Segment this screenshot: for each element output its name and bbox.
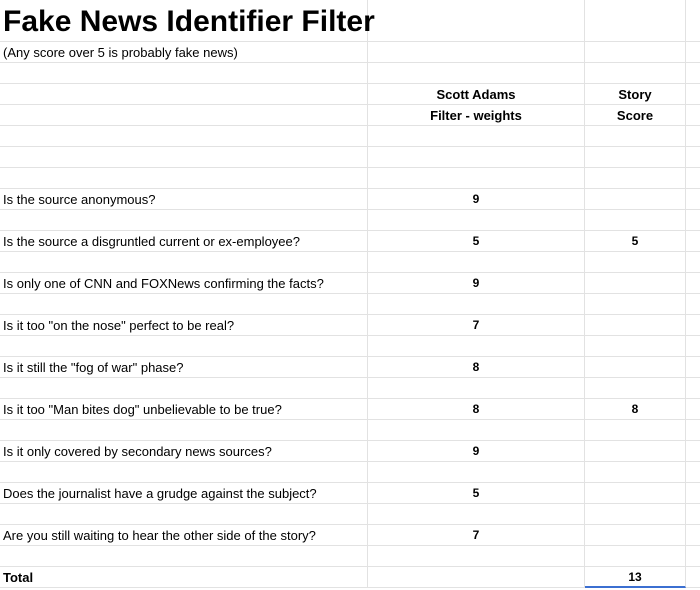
empty-cell[interactable] bbox=[686, 441, 700, 461]
weight-cell[interactable] bbox=[368, 483, 585, 503]
weight-value: 7 bbox=[472, 528, 480, 542]
question-row bbox=[0, 189, 700, 210]
empty-cell[interactable] bbox=[368, 252, 585, 272]
row-title bbox=[0, 0, 700, 42]
empty-cell[interactable] bbox=[0, 336, 368, 356]
empty-cell[interactable] bbox=[368, 63, 585, 83]
question-cell[interactable] bbox=[0, 315, 368, 335]
empty-cell[interactable] bbox=[686, 189, 700, 209]
cell-d1[interactable] bbox=[686, 0, 700, 41]
header-score-line1: Story bbox=[618, 86, 652, 102]
row-empty bbox=[0, 546, 700, 567]
sheet-note: (Any score over 5 is probably fake news) bbox=[3, 44, 238, 60]
score-cell[interactable] bbox=[585, 315, 686, 335]
question-cell[interactable] bbox=[0, 441, 368, 461]
empty-cell[interactable] bbox=[686, 483, 700, 503]
empty-cell[interactable] bbox=[585, 210, 686, 230]
score-cell[interactable] bbox=[585, 189, 686, 209]
header-weights-line1: Scott Adams bbox=[436, 86, 516, 102]
empty-cell[interactable] bbox=[585, 252, 686, 272]
sheet-title: Fake News Identifier Filter bbox=[3, 4, 375, 38]
question-row bbox=[0, 231, 700, 252]
weight-value: 8 bbox=[472, 360, 480, 374]
empty-cell[interactable] bbox=[686, 168, 700, 188]
weight-value: 9 bbox=[472, 276, 480, 290]
question-text: Is only one of CNN and FOXNews confirming the facts? bbox=[3, 275, 324, 291]
question-row bbox=[0, 525, 700, 546]
total-value-cell[interactable] bbox=[585, 567, 686, 588]
empty-cell[interactable] bbox=[368, 210, 585, 230]
empty-cell[interactable] bbox=[686, 273, 700, 293]
question-cell[interactable] bbox=[0, 231, 368, 251]
cell-d2[interactable] bbox=[686, 42, 700, 62]
question-text: Is it still the "fog of war" phase? bbox=[3, 359, 184, 375]
empty-cell[interactable] bbox=[368, 126, 585, 146]
question-cell[interactable] bbox=[0, 357, 368, 377]
question-text: Is it only covered by secondary news sources? bbox=[3, 443, 272, 459]
empty-cell[interactable] bbox=[686, 147, 700, 167]
empty-cell[interactable] bbox=[686, 210, 700, 230]
score-cell[interactable] bbox=[585, 441, 686, 461]
empty-cell[interactable] bbox=[686, 84, 700, 104]
empty-cell[interactable] bbox=[0, 462, 368, 482]
header-weights-cell[interactable] bbox=[368, 84, 585, 104]
question-row bbox=[0, 441, 700, 462]
weight-value: 5 bbox=[472, 486, 480, 500]
row-empty bbox=[0, 462, 700, 483]
empty-cell[interactable] bbox=[585, 462, 686, 482]
weight-value: 7 bbox=[472, 318, 480, 332]
question-text: Does the journalist have a grudge against the subject? bbox=[3, 485, 317, 501]
question-cell[interactable] bbox=[0, 399, 368, 419]
empty-cell[interactable] bbox=[686, 231, 700, 251]
empty-cell[interactable] bbox=[585, 126, 686, 146]
empty-cell[interactable] bbox=[0, 252, 368, 272]
row-empty bbox=[0, 147, 700, 168]
row-empty bbox=[0, 378, 700, 399]
question-row bbox=[0, 399, 700, 420]
header-weights-line2: Filter - weights bbox=[430, 107, 522, 123]
header-weights-cell[interactable] bbox=[368, 105, 585, 125]
question-row bbox=[0, 273, 700, 294]
score-cell[interactable] bbox=[585, 399, 686, 419]
empty-cell[interactable] bbox=[0, 84, 368, 104]
empty-cell[interactable] bbox=[686, 525, 700, 545]
weight-cell[interactable] bbox=[368, 315, 585, 335]
total-label-cell[interactable] bbox=[0, 567, 368, 587]
empty-cell[interactable] bbox=[0, 546, 368, 566]
empty-cell[interactable] bbox=[686, 336, 700, 356]
empty-cell[interactable] bbox=[585, 63, 686, 83]
empty-cell[interactable] bbox=[585, 378, 686, 398]
empty-cell[interactable] bbox=[368, 462, 585, 482]
empty-cell[interactable] bbox=[368, 378, 585, 398]
empty-cell[interactable] bbox=[686, 504, 700, 524]
cell-c2[interactable] bbox=[585, 42, 686, 62]
weight-value: 5 bbox=[472, 234, 480, 248]
empty-cell[interactable] bbox=[585, 504, 686, 524]
empty-cell[interactable] bbox=[686, 399, 700, 419]
empty-cell[interactable] bbox=[368, 168, 585, 188]
weight-cell[interactable] bbox=[368, 189, 585, 209]
empty-cell[interactable] bbox=[585, 168, 686, 188]
empty-cell[interactable] bbox=[0, 504, 368, 524]
empty-cell[interactable] bbox=[686, 462, 700, 482]
empty-cell[interactable] bbox=[368, 504, 585, 524]
empty-cell[interactable] bbox=[585, 336, 686, 356]
question-cell[interactable] bbox=[0, 483, 368, 503]
weight-value: 9 bbox=[472, 444, 480, 458]
empty-cell[interactable] bbox=[368, 546, 585, 566]
empty-cell[interactable] bbox=[0, 126, 368, 146]
question-text: Is it too "on the nose" perfect to be real? bbox=[3, 317, 235, 333]
row-empty bbox=[0, 210, 700, 231]
row-empty bbox=[0, 294, 700, 315]
score-cell[interactable] bbox=[585, 483, 686, 503]
empty-cell[interactable] bbox=[686, 105, 700, 125]
empty-cell[interactable] bbox=[368, 147, 585, 167]
question-cell[interactable] bbox=[0, 273, 368, 293]
empty-cell[interactable] bbox=[368, 567, 585, 587]
row-header-1 bbox=[0, 84, 700, 105]
question-cell[interactable] bbox=[0, 525, 368, 545]
row-empty bbox=[0, 63, 700, 84]
question-row bbox=[0, 315, 700, 336]
cell-a1[interactable] bbox=[0, 0, 375, 41]
row-empty bbox=[0, 420, 700, 441]
empty-cell[interactable] bbox=[0, 147, 368, 167]
empty-cell[interactable] bbox=[686, 567, 700, 587]
empty-cell[interactable] bbox=[585, 546, 686, 566]
question-cell[interactable] bbox=[0, 189, 368, 209]
empty-cell[interactable] bbox=[686, 420, 700, 440]
total-value: 13 bbox=[628, 569, 642, 584]
cell-a2[interactable] bbox=[0, 42, 368, 62]
score-cell[interactable] bbox=[585, 525, 686, 545]
empty-cell[interactable] bbox=[0, 210, 368, 230]
header-score-line2: Score bbox=[616, 107, 654, 123]
row-header-2 bbox=[0, 105, 700, 126]
empty-cell[interactable] bbox=[686, 63, 700, 83]
row-empty bbox=[0, 126, 700, 147]
empty-cell[interactable] bbox=[686, 357, 700, 377]
header-score-cell[interactable] bbox=[585, 105, 686, 125]
weight-value: 8 bbox=[472, 402, 480, 416]
empty-cell[interactable] bbox=[686, 315, 700, 335]
weight-cell[interactable] bbox=[368, 273, 585, 293]
score-value: 8 bbox=[631, 402, 639, 416]
question-text: Is it too "Man bites dog" unbelievable to be true? bbox=[3, 401, 282, 417]
weight-value: 9 bbox=[472, 192, 480, 206]
question-row bbox=[0, 483, 700, 504]
weight-cell[interactable] bbox=[368, 525, 585, 545]
empty-cell[interactable] bbox=[686, 378, 700, 398]
row-empty bbox=[0, 168, 700, 189]
empty-cell[interactable] bbox=[0, 420, 368, 440]
empty-cell[interactable] bbox=[585, 147, 686, 167]
row-note bbox=[0, 42, 700, 63]
empty-cell[interactable] bbox=[0, 105, 368, 125]
weight-cell[interactable] bbox=[368, 357, 585, 377]
row-empty bbox=[0, 336, 700, 357]
cell-b1[interactable] bbox=[368, 0, 585, 41]
question-text: Are you still waiting to hear the other side of the story? bbox=[3, 527, 316, 543]
weight-cell[interactable] bbox=[368, 231, 585, 251]
empty-cell[interactable] bbox=[686, 252, 700, 272]
cell-c1[interactable] bbox=[585, 0, 686, 41]
empty-cell[interactable] bbox=[368, 294, 585, 314]
empty-cell[interactable] bbox=[585, 420, 686, 440]
weight-cell[interactable] bbox=[368, 441, 585, 461]
empty-cell[interactable] bbox=[686, 294, 700, 314]
empty-cell[interactable] bbox=[686, 126, 700, 146]
score-cell[interactable] bbox=[585, 357, 686, 377]
empty-cell[interactable] bbox=[0, 63, 368, 83]
empty-cell[interactable] bbox=[585, 294, 686, 314]
empty-cell[interactable] bbox=[368, 336, 585, 356]
score-cell[interactable] bbox=[585, 273, 686, 293]
header-score-cell[interactable] bbox=[585, 84, 686, 104]
weight-cell[interactable] bbox=[368, 399, 585, 419]
empty-cell[interactable] bbox=[0, 168, 368, 188]
row-empty bbox=[0, 252, 700, 273]
question-text: Is the source anonymous? bbox=[3, 191, 156, 207]
empty-cell[interactable] bbox=[686, 546, 700, 566]
score-value: 5 bbox=[631, 234, 639, 248]
cell-b2[interactable] bbox=[368, 42, 585, 62]
empty-cell[interactable] bbox=[368, 420, 585, 440]
empty-cell[interactable] bbox=[0, 294, 368, 314]
total-label: Total bbox=[3, 569, 34, 585]
score-cell[interactable] bbox=[585, 231, 686, 251]
total-row bbox=[0, 567, 700, 588]
row-empty bbox=[0, 504, 700, 525]
empty-cell[interactable] bbox=[0, 378, 368, 398]
question-row bbox=[0, 357, 700, 378]
question-text: Is the source a disgruntled current or ex-employee? bbox=[3, 233, 300, 249]
